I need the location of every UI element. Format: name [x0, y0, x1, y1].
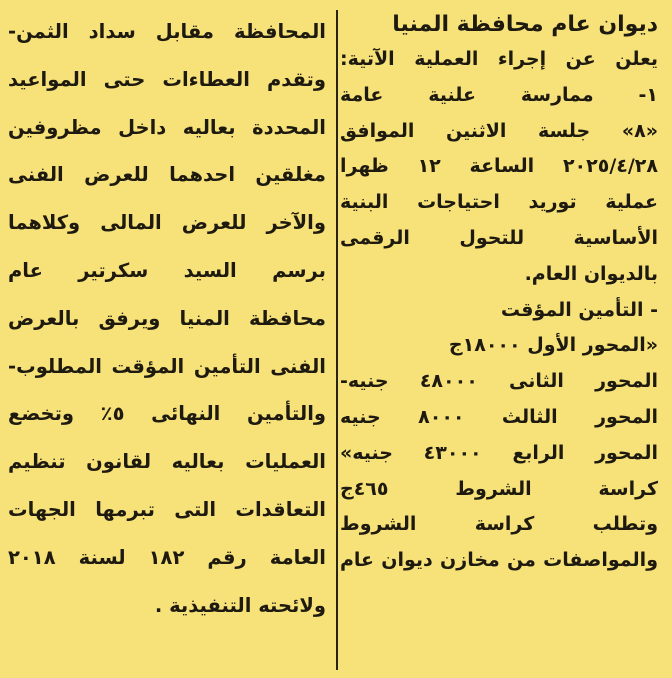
- text-line: برسم السيد سكرتير عام: [8, 258, 326, 282]
- text-line: كراسة الشروط ٤٦٥ج: [340, 477, 658, 500]
- text-line: المحور الثانى ٤٨٠٠٠ جنيه-: [340, 370, 658, 393]
- text-line: العامة رقم ١٨٢ لسنة ٢٠١٨: [8, 545, 326, 569]
- column-divider: [336, 10, 338, 670]
- text-line: الأساسية للتحول الرقمى: [340, 226, 658, 249]
- text-line: مغلقين احدهما للعرض الفنى: [8, 163, 326, 187]
- text-line: وتقدم العطاءات حتى المواعيد: [8, 67, 326, 91]
- text-line: والمواصفات من مخازن ديوان عام: [340, 549, 658, 572]
- notice-title: ديوان عام محافظة المنيا: [392, 12, 658, 37]
- text-line: العمليات بعاليه لقانون تنظيم: [8, 450, 326, 474]
- text-line: ٢٠٢٥/٤/٢٨ الساعة ١٢ ظهرا: [340, 155, 658, 178]
- text-line: ١- ممارسة علنية عامة: [340, 83, 658, 106]
- text-line: يعلن عن إجراء العملية الآتية:: [340, 48, 658, 70]
- text-line: - التأمين المؤقت: [500, 298, 658, 321]
- text-line: الفنى التأمين المؤقت المطلوب-: [8, 354, 326, 378]
- text-line: المحافظة مقابل سداد الثمن-: [8, 20, 326, 43]
- text-line: «المحور الأول ١٨٠٠٠ج: [448, 334, 658, 357]
- text-line: محافظة المنيا ويرفق بالعرض: [8, 306, 326, 330]
- right-column: [340, 8, 658, 579]
- left-column: [8, 8, 326, 629]
- text-line: عملية توريد احتياجات البنية: [340, 191, 658, 214]
- text-line: المحور الثالث ٨٠٠٠ جنيه: [340, 405, 658, 428]
- text-line: بالديوان العام.: [524, 262, 658, 285]
- text-line: «٨» جلسة الاثنين الموافق: [340, 119, 658, 142]
- text-line: وتطلب كراسة الشروط: [340, 513, 658, 536]
- text-line: التعاقدات التى تبرمها الجهات: [8, 497, 326, 521]
- text-line: والآخر للعرض المالى وكلاهما: [8, 211, 326, 235]
- text-line: المحور الرابع ٤٣٠٠٠ جنيه»: [340, 441, 658, 464]
- text-line: والتأمين النهائى ٥٪ وتخضع: [8, 402, 326, 426]
- text-line: ولائحته التنفيذية .: [154, 593, 326, 617]
- text-line: المحددة بعاليه داخل مظروفين: [8, 115, 326, 139]
